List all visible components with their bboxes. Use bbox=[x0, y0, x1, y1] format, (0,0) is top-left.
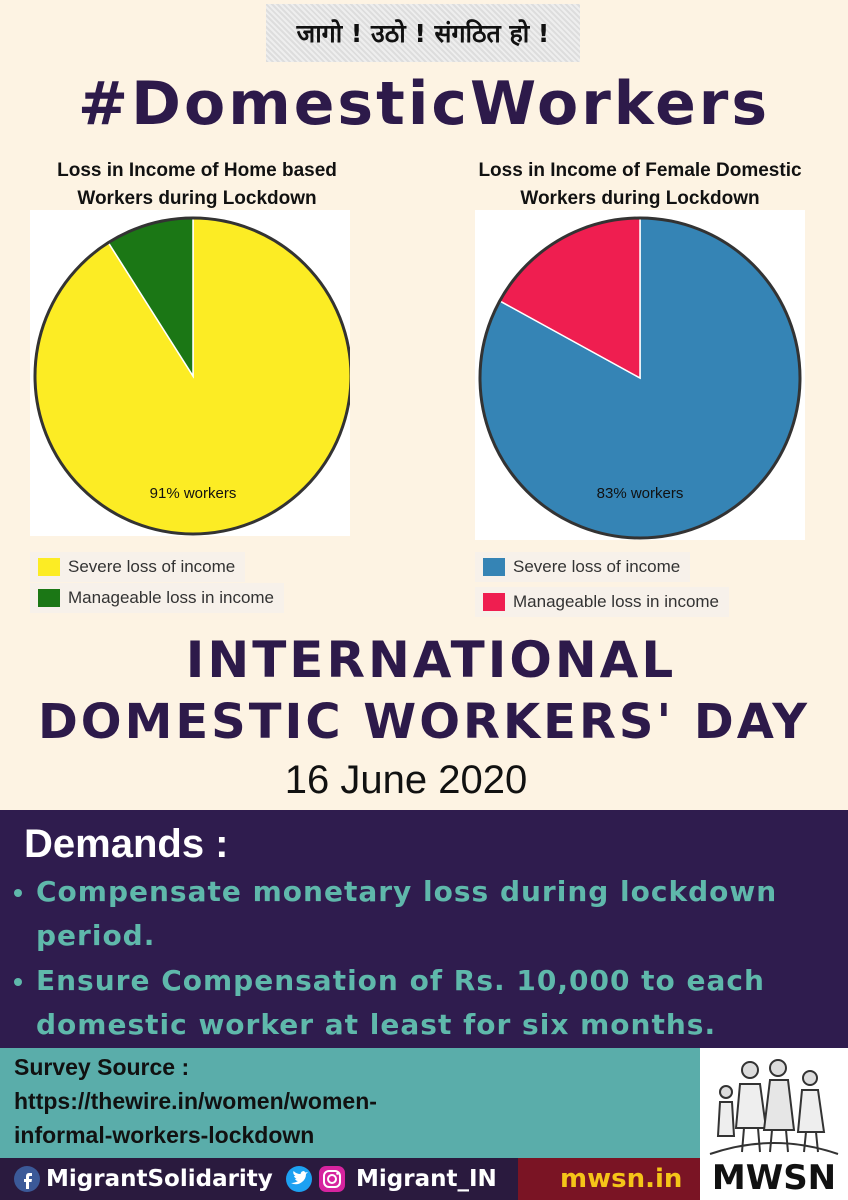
twitter-instagram-handle: Migrant_IN bbox=[356, 1166, 497, 1192]
legend-swatch-green bbox=[38, 589, 60, 607]
legend-label: Manageable loss in income bbox=[513, 592, 720, 611]
chart-2-title bbox=[452, 157, 828, 213]
slogan-banner bbox=[266, 4, 580, 62]
chart-2-title-line1: Loss in Income of Female Domestic bbox=[478, 160, 802, 181]
chart-2-legend-manageable bbox=[475, 587, 729, 617]
source-url-line1[interactable]: https://thewire.in/women/women- bbox=[14, 1088, 377, 1114]
legend-swatch-blue bbox=[483, 558, 505, 576]
event-title-line2: DOMESTIC WORKERS' DAY bbox=[37, 694, 811, 750]
source-label: Survey Source : bbox=[14, 1054, 190, 1080]
chart-2-pie bbox=[475, 210, 805, 540]
demands-title: Demands : bbox=[24, 822, 229, 866]
demand-2-line1: Ensure Compensation of Rs. 10,000 to each bbox=[36, 964, 765, 997]
twitter-icon bbox=[284, 1166, 314, 1192]
demand-1-line2: period. bbox=[36, 919, 156, 952]
logo-text: MWSN bbox=[711, 1158, 837, 1198]
hashtag-title: #DomesticWorkers bbox=[77, 69, 771, 139]
demand-item-1 bbox=[36, 870, 826, 958]
legend-swatch-yellow bbox=[38, 558, 60, 576]
chart-1-legend-severe bbox=[30, 552, 245, 582]
event-title-line1: INTERNATIONAL bbox=[185, 631, 677, 689]
twitter-instagram-link[interactable] bbox=[284, 1158, 497, 1200]
pie-data-label: 91% workers bbox=[149, 485, 237, 502]
mwsn-logo bbox=[700, 1048, 848, 1200]
chart-1-title-line1: Loss in Income of Home based bbox=[57, 160, 337, 181]
chart-1-area bbox=[30, 210, 350, 536]
legend-swatch-pink bbox=[483, 593, 505, 611]
bullet-icon bbox=[14, 978, 22, 986]
survey-source-section bbox=[0, 1048, 700, 1158]
website-link[interactable] bbox=[560, 1158, 682, 1200]
demand-2-line2: domestic worker at least for six months. bbox=[36, 1008, 717, 1041]
chart-1-title bbox=[18, 157, 376, 213]
pie-data-label: 83% workers bbox=[596, 485, 684, 502]
slogan-text: जागो ! उठो ! संगठित हो ! bbox=[296, 19, 550, 48]
event-date: 16 June 2020 bbox=[284, 758, 528, 802]
demand-item-2 bbox=[36, 959, 826, 1047]
bullet-icon bbox=[14, 889, 22, 897]
chart-2-area bbox=[475, 210, 805, 540]
legend-label: Manageable loss in income bbox=[68, 588, 275, 607]
instagram-icon bbox=[318, 1165, 348, 1193]
source-url-line2[interactable]: informal-workers-lockdown bbox=[14, 1122, 315, 1148]
demand-1-line1: Compensate monetary loss during lockdown bbox=[36, 875, 778, 908]
chart-1-pie bbox=[30, 210, 350, 536]
workers-illustration-icon bbox=[700, 1048, 848, 1160]
chart-1-title-line2: Workers during Lockdown bbox=[77, 188, 317, 209]
chart-2-legend-severe bbox=[475, 552, 690, 582]
facebook-link[interactable] bbox=[14, 1158, 273, 1200]
legend-label: Severe loss of income bbox=[513, 557, 681, 576]
website-text: mwsn.in bbox=[560, 1164, 683, 1194]
facebook-handle: MigrantSolidarity bbox=[46, 1166, 273, 1192]
chart-1-legend-manageable bbox=[30, 583, 284, 613]
facebook-icon bbox=[14, 1166, 40, 1192]
chart-2-title-line2: Workers during Lockdown bbox=[520, 188, 760, 209]
demands-section bbox=[0, 810, 848, 1048]
legend-label: Severe loss of income bbox=[68, 557, 236, 576]
